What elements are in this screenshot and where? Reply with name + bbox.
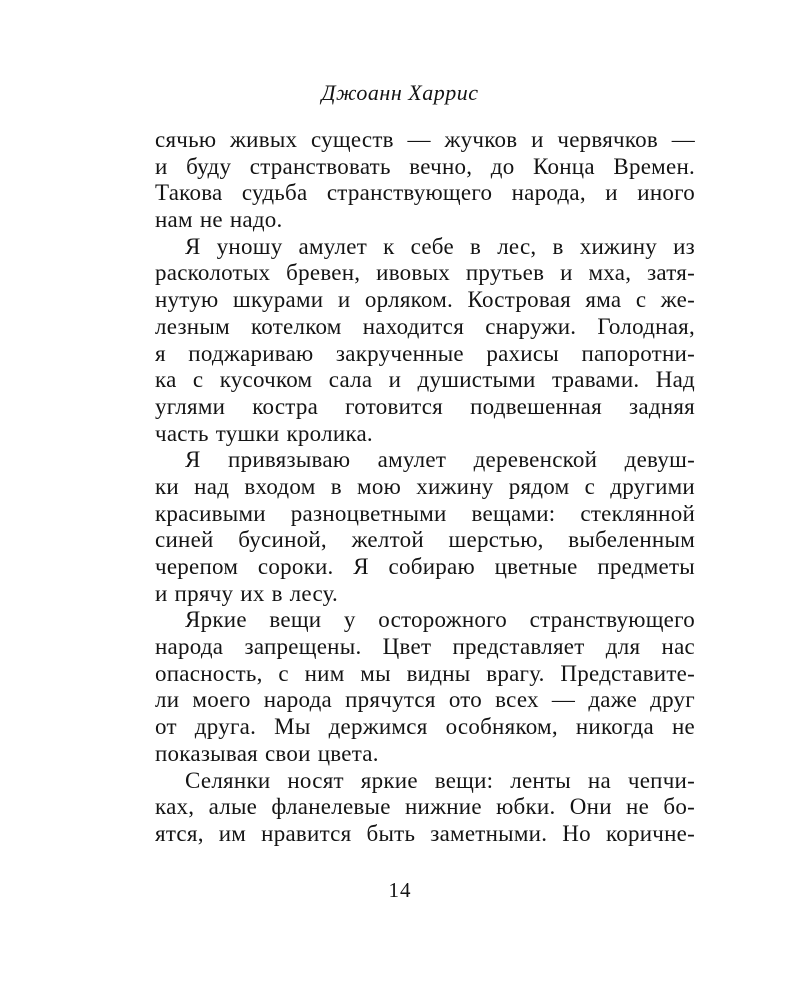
text-line: Такова судьба странствующего народа, и иного — [155, 180, 695, 206]
page-number: 14 — [388, 878, 412, 902]
paragraph-3 — [155, 447, 695, 607]
text-line: я поджариваю закрученные рахисы папоротни- — [155, 340, 695, 366]
paragraph-1 — [155, 127, 695, 234]
text-line: Я уношу амулет к себе в лес, в хижину из — [185, 233, 695, 259]
text-line: углями костра готовится подвешенная задняя — [155, 393, 695, 419]
text-line: нам не надо. — [155, 207, 283, 233]
text-line: ятся, им нравится быть заметными. Но коричне- — [155, 820, 695, 846]
text-line: расколотых бревен, ивовых прутьев и мха, затя- — [155, 260, 695, 286]
text-line: Яркие вещи у осторожного странствующего — [185, 607, 695, 633]
text-line: часть тушки кролика. — [155, 420, 373, 446]
paragraph-2 — [155, 234, 695, 448]
text-line: черепом сороки. Я собираю цветные предметы — [155, 554, 695, 579]
text-line: лезным котелком находится снаружи. Голодная, — [155, 313, 695, 339]
text-line: показывая свои цвета. — [155, 740, 379, 766]
text-line: от друга. Мы держимся особняком, никогда не — [155, 714, 695, 740]
text-line: ки над входом в мою хижину рядом с другими — [155, 473, 695, 499]
text-line: Селянки носят яркие вещи: ленты на чепчи- — [185, 767, 695, 793]
paragraph-5 — [155, 768, 695, 848]
text-line: сячью живых существ — жучков и червячков — — [155, 127, 695, 152]
text-line: ли моего народа прячутся ото всех — даже друг — [155, 687, 695, 713]
running-header-author: Джоанн Харрис — [321, 80, 479, 105]
text-line: красивыми разноцветными вещами: стеклянной — [155, 500, 695, 526]
text-line: опасность, с ним мы видны врагу. Представите- — [155, 660, 695, 686]
body-text — [155, 127, 695, 848]
text-line: и буду странствовать вечно, до Конца Времен. — [155, 153, 695, 179]
text-line: Я привязываю амулет деревенской девуш- — [185, 447, 695, 473]
paragraph-4 — [155, 607, 695, 767]
text-line: ка с кусочком сала и душистыми травами. Над — [155, 367, 695, 393]
text-line: синей бусиной, желтой шерстью, выбеленным — [155, 527, 695, 553]
text-line: народа запрещены. Цвет представляет для нас — [155, 634, 695, 660]
text-line: и прячу их в лесу. — [155, 580, 339, 606]
text-line: нутую шкурами и орляком. Костровая яма с же- — [155, 287, 695, 313]
text-line: ках, алые фланелевые нижние юбки. Они не бо- — [155, 794, 695, 820]
